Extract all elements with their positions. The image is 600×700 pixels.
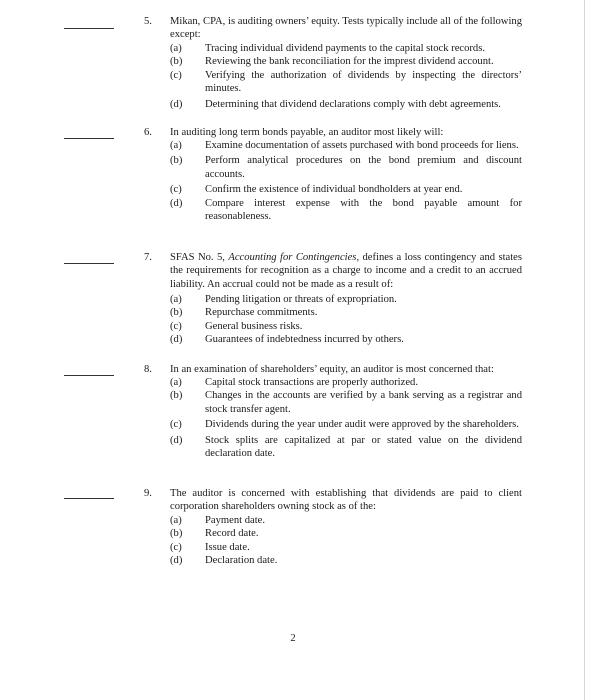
question-stem: In auditing long term bonds payable, an auditor most likely will: [170,127,444,138]
question-stem: Mikan, CPA, is auditing owners’ equity. Tests typically include all of the following except: [170,16,522,41]
option-letter: (a) [170,43,182,54]
answer-blank[interactable] [64,375,114,376]
stem-prefix: SFAS No. 5, [170,252,229,263]
option-text: Perform analytical procedures on the bond premium and discount accounts. [205,155,522,180]
option-c [170,541,522,554]
option-b [170,306,522,319]
option-letter: (a) [170,515,182,526]
option-d [170,333,522,346]
answer-blank[interactable] [64,28,114,29]
option-list [170,376,522,460]
option-text: Verifying the authorization of dividends by inspecting the directors’ minutes. [205,69,522,95]
answer-blank[interactable] [64,498,114,499]
option-text: Repurchase commitments. [205,307,318,319]
option-text: Dividends during the year under audit were approved by the shareholders. [205,419,519,431]
question-number: 6. [144,127,152,138]
option-letter: (b) [170,307,183,319]
option-letter: (c) [170,69,182,81]
question-stem: In an examination of shareholders’ equity, an auditor is most concerned that: [170,364,494,375]
option-list [170,42,522,111]
option-letter: (d) [170,434,183,446]
option-d [170,554,522,567]
page-edge-rule [584,0,585,700]
option-text: Stock splits are capitalized at par or stated value on the dividend declaration date. [205,434,522,460]
answer-blank[interactable] [64,263,114,264]
option-letter: (a) [170,140,182,151]
page-number: 2 [290,633,296,644]
question-number: 9. [144,488,152,499]
option-letter: (d) [170,555,183,567]
standard-title: Accounting for Contingencies [228,252,357,263]
option-text: Reviewing the bank reconciliation for the imprest dividend account. [205,56,494,68]
option-b [170,55,522,68]
option-list [170,293,522,347]
option-letter: (a) [170,294,182,305]
option-letter: (b) [170,390,183,402]
option-letter: (c) [170,320,182,332]
option-list [170,139,522,223]
option-a [170,139,522,152]
option-a [170,42,522,55]
option-c [170,320,522,333]
option-text: Capital stock transactions are properly authorized. [205,377,418,388]
question-number: 8. [144,364,152,375]
question-number: 5. [144,16,152,27]
option-text: Guarantees of indebtedness incurred by others. [205,334,404,346]
option-letter: (c) [170,184,182,196]
option-list [170,514,522,568]
question-stem: The auditor is concerned with establishing that dividends are paid to client corporation shareholders owning stock as of the: [170,488,522,513]
option-letter: (b) [170,56,183,68]
option-letter: (a) [170,377,182,388]
question-number: 7. [144,252,152,263]
option-text: Pending litigation or threats of expropriation. [205,294,397,305]
option-text: Confirm the existence of individual bondholders at year end. [205,184,463,196]
option-letter: (b) [170,155,183,167]
option-text: Record date. [205,528,259,540]
option-letter: (b) [170,528,183,540]
option-c [170,418,522,431]
option-a [170,514,522,527]
option-text: Changes in the accounts are verified by a bank serving as a registrar and stock transfer agent. [205,390,522,415]
option-text: Payment date. [205,515,266,526]
option-b [170,154,522,181]
option-text: Determining that dividend declarations comply with debt agreements. [205,98,501,110]
answer-blank[interactable] [64,138,114,139]
option-text: Issue date. [205,541,250,553]
question-stem [170,251,522,291]
option-text: Compare interest expense with the bond payable amount for reasonableness. [205,197,522,223]
option-text: General business risks. [205,320,303,332]
option-letter: (c) [170,419,182,431]
option-letter: (d) [170,334,183,346]
option-c [170,183,522,196]
option-a [170,376,522,389]
option-text: Tracing individual dividend payments to the capital stock records. [205,43,485,54]
option-letter: (d) [170,197,183,209]
option-d [170,98,522,111]
option-letter: (d) [170,98,183,110]
option-d [170,197,522,224]
option-a [170,293,522,306]
stem-suffix: , defines a loss contingency and states the requirements for recognition as a charge to income and a credit to an accrued liability. An accrual could not be made as a result of: [170,252,523,290]
option-text: Examine documentation of assets purchased with bond proceeds for liens. [205,140,519,151]
option-text: Declaration date. [205,555,278,567]
option-b [170,527,522,540]
option-b [170,389,522,416]
option-c [170,69,522,96]
option-d [170,434,522,461]
option-letter: (c) [170,541,182,553]
